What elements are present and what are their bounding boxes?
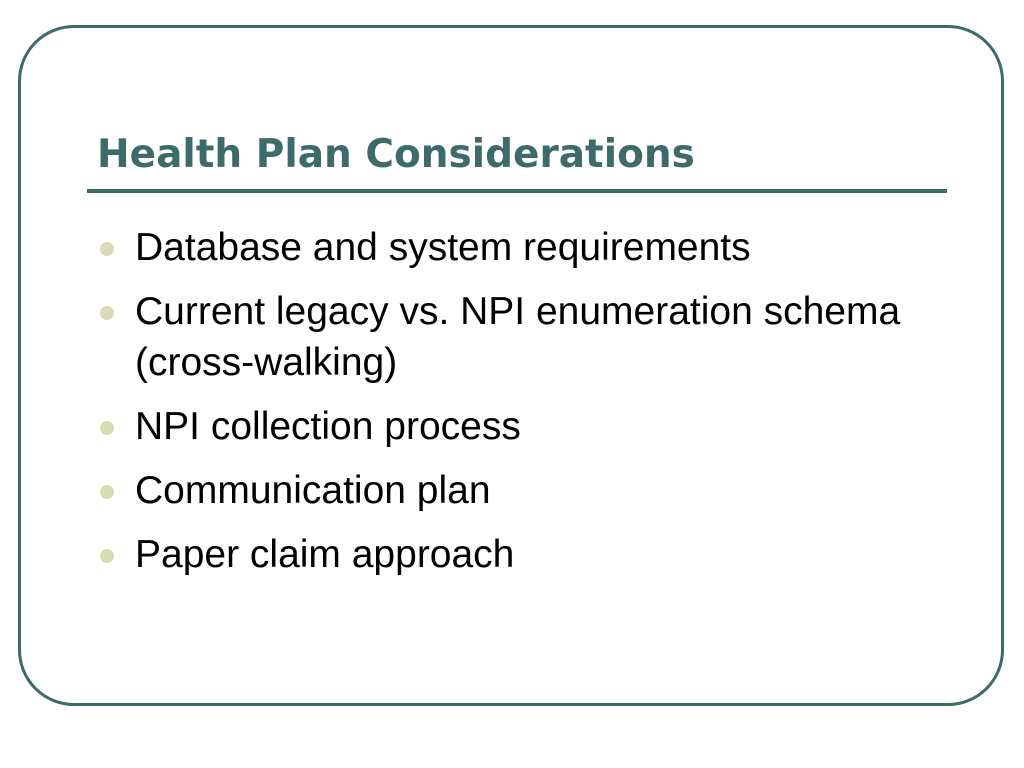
bullet-dot-icon [100,242,114,256]
bullet-item [98,529,958,580]
bullet-dot-icon [100,306,114,320]
bullet-item [98,465,958,516]
bullet-text: Current legacy vs. NPI enumeration schema (cross-walking) [135,290,901,384]
bullet-text: NPI collection process [135,405,521,448]
slide-title: Health Plan Considerations [97,132,695,177]
bullet-item [98,222,958,273]
bullet-item [98,401,958,452]
bullet-dot-icon [100,485,114,499]
bullet-text: Communication plan [135,469,491,512]
bullet-item [98,286,958,388]
bullet-text: Paper claim approach [135,533,515,576]
bullet-dot-icon [100,549,114,563]
bullet-dot-icon [100,421,114,435]
bullet-list [98,222,958,593]
title-divider [87,189,947,193]
bullet-text: Database and system requirements [135,226,751,269]
